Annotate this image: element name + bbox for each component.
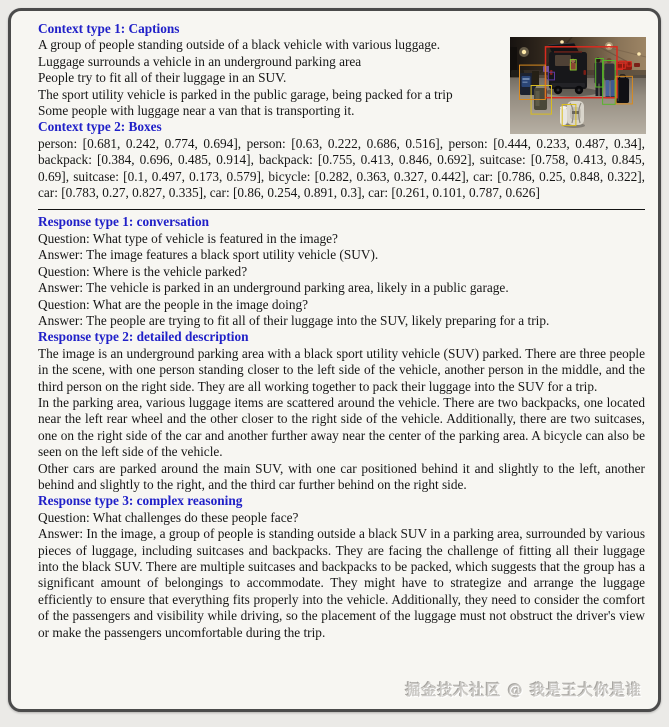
qa-line: Answer: The people are trying to fit all of their luggage into the SUV, likely preparing for a trip. xyxy=(38,312,550,328)
caption-line: The sport utility vehicle is parked in the public garage, being packed for a trip xyxy=(38,86,453,102)
watermark: 掘金技术社区 @ 我是王大你是谁 xyxy=(405,681,642,699)
qa-line: Answer: The vehicle is parked in an underground parking area, likely in a public garage. xyxy=(38,280,509,296)
separator-line xyxy=(38,209,645,210)
qa-line: Question: Where is the vehicle parked? xyxy=(38,263,248,279)
qa-line: Question: What are the people in the image doing? xyxy=(38,296,309,312)
qa-line: Question: What type of vehicle is featured in the image? xyxy=(38,230,338,246)
parking-garage-photo xyxy=(510,37,646,134)
detailed-paragraph: In the parking area, various luggage items are scattered around the vehicle. There are two backpacks, one located near the left rear wheel and the other closer to the right side of the vehicle. Additionally, there are two suitcases, one on the right side of the car and another further away near the center of the parking area. A bicycle can also be seen on the left side of the vehicle. xyxy=(38,394,645,460)
annotated-photo xyxy=(510,37,646,134)
section-response-conversation xyxy=(38,214,645,329)
context2-heading: Context type 2: Boxes xyxy=(38,119,162,135)
reasoning-answer: Answer: In the image, a group of people is standing outside a black SUV in a parking area, surrounded by various pieces of luggage, including suitcases and backpacks. They are facing the challenge of fitting all their luggage into the black SUV. There are multiple suitcases and backpacks to be packed, which suggests that the group has a significant amount of belongings to accommodate. They might have to strategize and arrange the luggage efficiently to ensure that everything fits properly into the vehicle. Additionally, they need to consider the comfort of the passengers and visibility while driving, so the placement of the luggage must not obstruct the driver's view or make the passengers uncomfortable during the trip. xyxy=(38,526,645,640)
caption-line: People try to fit all of their luggage in an SUV. xyxy=(38,70,287,86)
figure-frame xyxy=(8,8,661,712)
response3-heading: Response type 3: complex reasoning xyxy=(38,493,243,509)
response2-heading: Response type 2: detailed description xyxy=(38,329,249,345)
reasoning-question: Question: What challenges do these people face? xyxy=(38,509,299,525)
boxes-text: person: [0.681, 0.242, 0.774, 0.694], person: [0.63, 0.222, 0.686, 0.516], person: [0.444, 0.233, 0.487, 0.34], backpack: [0.384, 0.696, 0.485, 0.914], backpack: [0.755, 0.413, 0.846, 0.692], suitcase: [0.758, 0.413, 0.845, 0.69], suitcase: [0.1, 0.497, 0.173, 0.579], bicycle: [0.282, 0.363, 0.327, 0.442], car: [0.786, 0.25, 0.848, 0.322], car: [0.783, 0.27, 0.827, 0.335], car: [0.86, 0.254, 0.891, 0.3], car: [0.261, 0.101, 0.787, 0.626] xyxy=(38,135,645,201)
section-response-reasoning xyxy=(38,493,645,641)
context1-heading: Context type 1: Captions xyxy=(38,21,180,36)
response1-heading: Response type 1: conversation xyxy=(38,214,210,230)
section-response-detailed xyxy=(38,329,645,493)
caption-line: Some people with luggage near a van that is transporting it. xyxy=(38,103,355,119)
qa-line: Answer: The image features a black sport utility vehicle (SUV). xyxy=(38,247,379,263)
caption-line: Luggage surrounds a vehicle in an underground parking area xyxy=(38,53,362,69)
detailed-paragraph: Other cars are parked around the main SUV, with one car positioned behind it and slightly to the left, another behind and slightly to the right, and the third car further behind on the right side. xyxy=(38,460,645,492)
detailed-paragraph: The image is an underground parking area with a black sport utility vehicle (SUV) parked. There are three people in the scene, with one person standing closer to the left side of the vehicle, another person in the middle, and the third person on the right side. They are all working together to pack their luggage into the SUV for a trip. xyxy=(38,345,645,394)
caption-line: A group of people standing outside of a black vehicle with various luggage. xyxy=(38,37,441,53)
